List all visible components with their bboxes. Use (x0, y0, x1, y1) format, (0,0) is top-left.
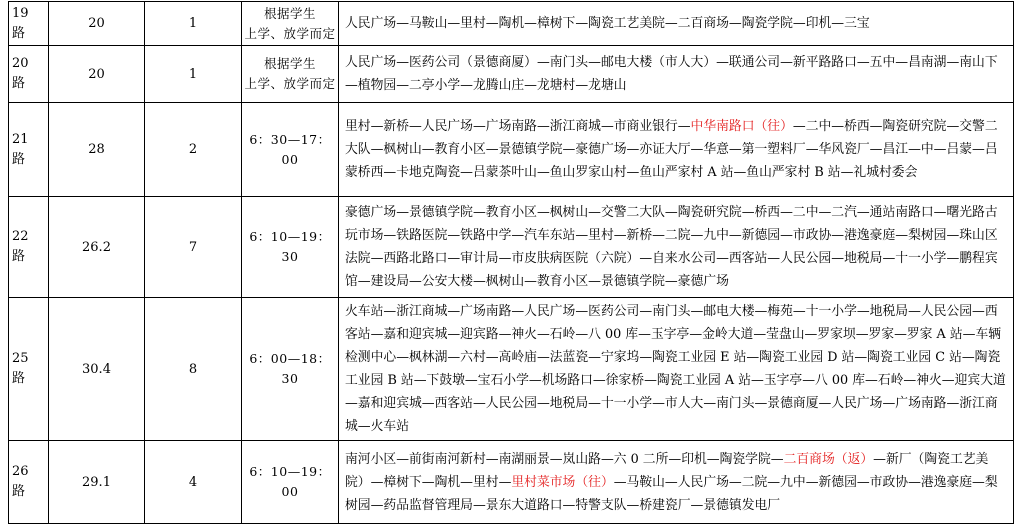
route-length-cell: 26.2 (49, 197, 145, 298)
route-stops-cell (339, 197, 1014, 298)
line-number: 21 (12, 131, 29, 147)
route-stops-text: 里村—新桥—人民广场—广场南路—浙江商城—市商业银行— (345, 119, 691, 134)
schedule-text: 6：10—19：30 (249, 229, 331, 264)
line-number: 26 (12, 464, 29, 479)
line-suffix: 路 (12, 484, 26, 499)
highlighted-stop: 中华南路口（往） (690, 119, 793, 134)
line-number-cell (9, 46, 49, 103)
schedule-cell (242, 197, 339, 298)
schedule-text: 根据学生 (263, 56, 316, 71)
table-row (9, 441, 1014, 524)
schedule-cell (242, 46, 339, 103)
line-number-cell (9, 197, 49, 298)
route-stops-cell (339, 46, 1014, 103)
table-row (9, 103, 1014, 197)
table-row (9, 2, 1014, 46)
line-number: 25 (12, 351, 29, 366)
route-stops-text: —二中—桥西—陶瓷研究院—交警二大队—枫树山—教育小区—景德镇学院—豪德广场—亦证大厅—华意—第一塑料厂—华风瓷厂—昌江—中—吕蒙—吕蒙桥西—卡地克陶瓷—吕蒙茶叶山—鱼山罗家山村—鱼山严家村 A 站—鱼山严家村 B 站—礼城村委会 (345, 119, 998, 180)
line-number-cell (9, 2, 49, 46)
line-number-cell (9, 103, 49, 197)
line-number: 22 (12, 229, 29, 244)
schedule-text: 6：10—19：00 (249, 464, 331, 499)
line-number: 20 (12, 56, 29, 71)
table-row (9, 298, 1014, 441)
schedule-cell (242, 103, 339, 197)
schedule-cell (242, 441, 339, 524)
line-suffix: 路 (12, 151, 26, 167)
route-stops-cell (339, 103, 1014, 197)
route-length-cell: 29.1 (49, 441, 145, 524)
schedule-text: 上学、放学而定 (244, 25, 336, 41)
vehicle-count-cell: 4 (145, 441, 242, 524)
schedule-cell (242, 298, 339, 441)
bus-route-table (8, 1, 1014, 524)
route-length-cell: 20 (49, 2, 145, 46)
route-stops-text: 人民广场—医药公司（景德商厦）—南门头—邮电大楼（市人大）—联通公司—新平路路口—五中—昌南湖—南山下—植物园—二亭小学—龙腾山庄—龙塘村—龙塘山 (345, 55, 998, 93)
route-stops-text: 火车站—浙江商城—广场南路—人民广场—医药公司—南门头—邮电大楼—梅苑—十一小学—地税局—人民公园—西客站—嘉和迎宾城—迎宾路—神火—石岭—八 00 库—玉字亭—金岭大道—莹盘山—罗家坝—罗家—罗家 A 站—车辆检测中心—枫林湖—六村—高岭庙—法蓝瓷—宁家坞—陶瓷工业园 E 站—陶瓷工业园 D 站—陶瓷工业园 C 站—陶瓷工业园 B 站—下鼓墩—宝石小学—机场路口—徐家桥—陶瓷工业园 A 站—玉字亭—八 00 库—石岭—神火—迎宾大道—嘉和迎宾城—西客站—人民公园—地税局—十一小学—市人大—南门头—景德商厦—人民广场—广场南路—浙江商城—火车站 (345, 304, 1006, 434)
table-row (9, 46, 1014, 103)
schedule-text: 6：30—17：00 (249, 131, 331, 167)
line-suffix: 路 (12, 76, 26, 91)
vehicle-count-cell: 1 (145, 46, 242, 103)
line-suffix: 路 (12, 371, 26, 386)
vehicle-count-cell: 2 (145, 103, 242, 197)
highlighted-stop: 二百商场（返） (783, 451, 874, 467)
schedule-text: 6：00—18：30 (249, 351, 331, 386)
line-number-cell (9, 298, 49, 441)
route-length-cell: 28 (49, 103, 145, 197)
vehicle-count-cell: 8 (145, 298, 242, 441)
route-stops-text: —马鞍山—人民广场—二院—九中—新德园—市政协—港逸豪庭—梨树园—药品监督管理局—景东大道路口—特警支队—桥建瓷厂—景德镇发电厂 (345, 474, 998, 513)
route-stops-text: 豪德广场—景德镇学院—教育小区—枫树山—交警二大队—陶瓷研究院—桥西—二中—二汽—通站南路口—曙光路古玩市场—铁路医院—铁路中学—汽车东站—里村—新桥—二院—九中—新德园—市政协—港逸豪庭—梨树园—珠山区法院—西路北路口—审计局—市皮肤病医院（六院）—自来水公司—西客站—人民公园—地税局—十一小学—鹏程宾馆—建设局—公安大楼—枫树山—教育小区—景德镇学院—豪德广场 (345, 205, 998, 289)
table-row (9, 197, 1014, 298)
route-stops-text: 南河小区—前街南河新村—南湖丽景—岚山路—六 0 二所—印机—陶瓷学院— (345, 451, 784, 467)
route-stops-cell (339, 441, 1014, 524)
line-number: 19 (12, 5, 29, 21)
route-length-cell: 20 (49, 46, 145, 103)
line-suffix: 路 (12, 25, 26, 41)
route-stops-cell (339, 2, 1014, 46)
vehicle-count-cell: 7 (145, 197, 242, 298)
route-stops-text: 人民广场—马鞍山—里村—陶机—樟树下—陶瓷工艺美院—二百商场—陶瓷学院—印机—三宝 (345, 16, 870, 31)
route-length-cell: 30.4 (49, 298, 145, 441)
schedule-cell (242, 2, 339, 46)
vehicle-count-cell: 1 (145, 2, 242, 46)
line-suffix: 路 (12, 249, 26, 264)
schedule-text: 上学、放学而定 (244, 76, 336, 91)
route-stops-text: —新厂（陶瓷工艺美院）—樟树下—陶机—里村— (345, 451, 989, 490)
line-number-cell (9, 441, 49, 524)
route-stops-cell (339, 298, 1014, 441)
highlighted-stop: 里村菜市场（往） (511, 474, 614, 490)
schedule-text: 根据学生 (263, 5, 316, 21)
